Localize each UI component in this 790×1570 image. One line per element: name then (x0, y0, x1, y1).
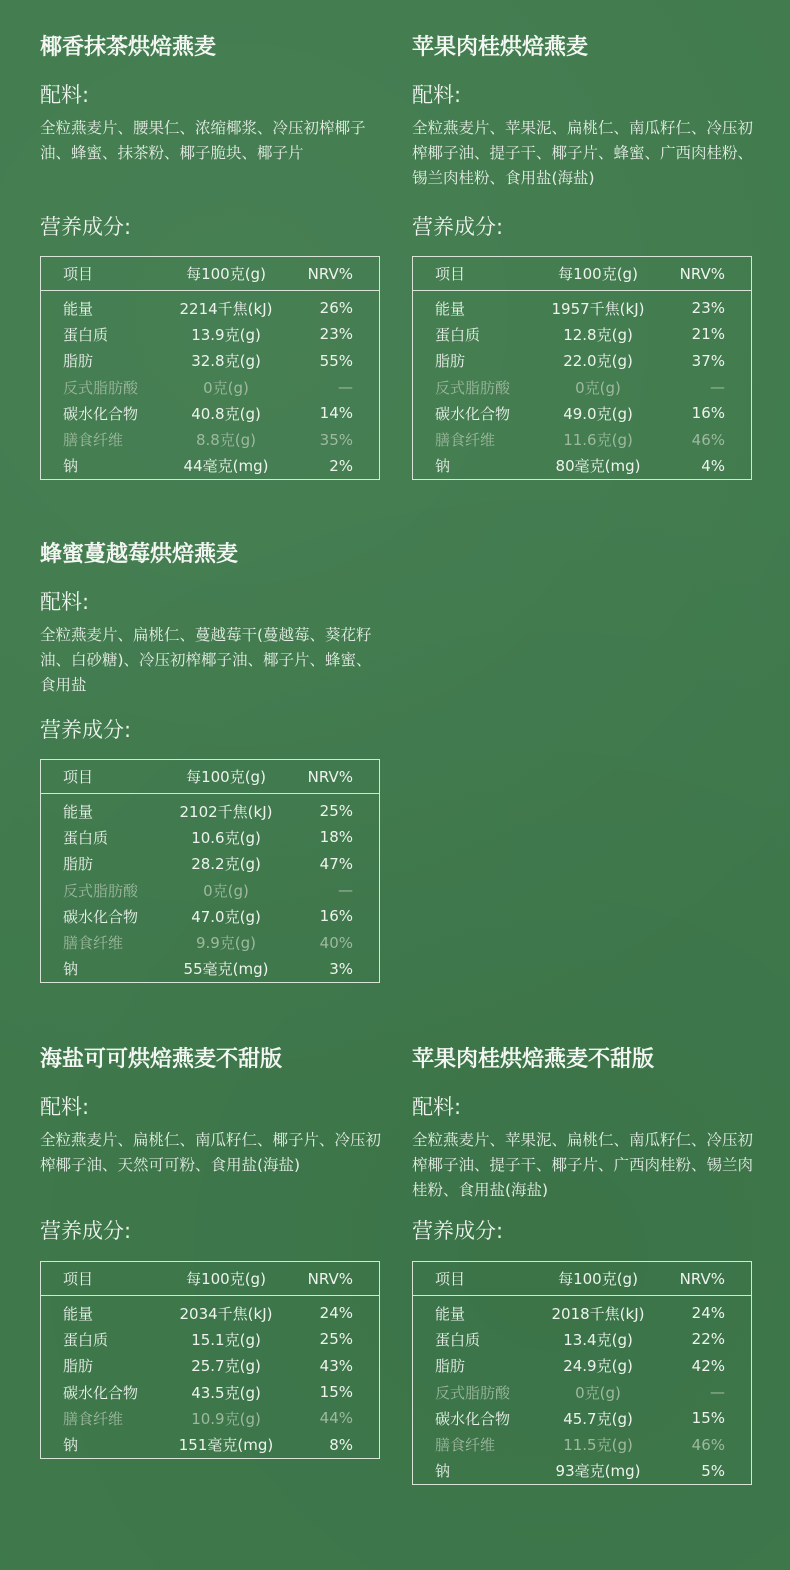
nutrient-name: 碳水化合物 (63, 907, 139, 926)
nutrient-value: 13.4克(g) (563, 1330, 633, 1349)
ingredients-label: 配料: (40, 1095, 90, 1119)
nutrient-name: 碳水化合物 (63, 404, 139, 423)
product-card (412, 1046, 754, 1481)
table-row (413, 295, 751, 321)
nutrient-value: 93毫克(mg) (555, 1462, 641, 1481)
product-card (412, 34, 754, 476)
nutrient-value: 0克(g) (575, 378, 621, 397)
nutrient-value: 47.0克(g) (191, 907, 261, 926)
table-row (41, 426, 379, 452)
nutrition-table (40, 759, 380, 983)
table-row (41, 903, 379, 929)
nutrient-nrv: 3% (329, 959, 353, 978)
ingredients-text: 全粒燕麦片、腰果仁、浓缩椰浆、冷压初榨椰子油、蜂蜜、抹茶粉、椰子脆块、椰子片 (40, 119, 366, 162)
nutrient-nrv: 46% (691, 430, 725, 449)
nutrient-name: 钠 (63, 960, 79, 979)
nutrient-name: 脂肪 (63, 352, 94, 371)
nutrient-name: 脂肪 (63, 855, 94, 874)
nutrient-name: 蛋白质 (63, 828, 109, 847)
nutrient-nrv: 2% (329, 456, 353, 475)
nutrient-value: 55毫克(mg) (183, 960, 269, 979)
nutrient-nrv: 21% (691, 325, 725, 344)
table-row (413, 348, 751, 374)
nutrient-nrv: 46% (691, 1435, 725, 1454)
table-row (41, 929, 379, 955)
nutrient-name: 能量 (63, 802, 94, 821)
header-nutrient: 项目 (435, 1270, 466, 1288)
nutrient-name: 蛋白质 (63, 325, 109, 344)
product-title: 椰香抹茶烘焙燕麦 (40, 35, 217, 60)
nutrient-value: 40.8克(g) (191, 404, 261, 423)
nutrient-value: 2102千焦(kJ) (179, 802, 273, 821)
product-card (40, 1046, 382, 1455)
nutrient-value: 28.2克(g) (191, 855, 261, 874)
nutrient-nrv: 24% (691, 1304, 725, 1323)
header-per100g: 每100克(g) (186, 768, 266, 786)
nutrient-nrv: 16% (691, 404, 725, 423)
nutrient-value: 25.7克(g) (191, 1357, 261, 1376)
nutrient-value: 2214千焦(kJ) (179, 299, 273, 318)
table-row (41, 851, 379, 877)
ingredients-text: 全粒燕麦片、苹果泥、扁桃仁、南瓜籽仁、冷压初榨椰子油、提子干、椰子片、蜂蜜、广西肉桂粉、锡兰肉桂粉、食用盐(海盐) (412, 119, 754, 187)
nutrient-value: 9.9克(g) (195, 934, 257, 953)
header-nutrient: 项目 (63, 768, 94, 786)
table-row (41, 1431, 379, 1457)
nutrient-nrv: — (710, 378, 725, 397)
nutrient-nrv: 15% (691, 1409, 725, 1428)
table-row (413, 1326, 751, 1352)
nutrient-name: 膳食纤维 (435, 1436, 496, 1455)
table-row (41, 1326, 379, 1352)
table-header (413, 257, 751, 291)
nutrient-value: 22.0克(g) (563, 352, 633, 371)
nutrient-name: 钠 (435, 457, 451, 476)
nutrition-table (40, 256, 380, 480)
table-row (413, 1431, 751, 1457)
nutrition-label: 营养成分: (40, 718, 132, 742)
nutrient-value: 49.0克(g) (563, 404, 633, 423)
header-nrv: NRV% (679, 264, 725, 283)
table-row (413, 374, 751, 400)
ingredients-label: 配料: (40, 83, 90, 107)
nutrient-name: 膳食纤维 (63, 431, 124, 450)
ingredients-text: 全粒燕麦片、苹果泥、扁桃仁、南瓜籽仁、冷压初榨椰子油、提子干、椰子片、广西肉桂粉、锡兰肉桂粉、食用盐(海盐) (412, 1131, 754, 1199)
table-row (413, 1353, 751, 1379)
nutrient-value: 1957千焦(kJ) (551, 299, 645, 318)
nutrient-nrv: 26% (319, 299, 353, 318)
nutrition-table (412, 256, 752, 480)
nutrient-name: 能量 (435, 1304, 466, 1323)
nutrient-nrv: 4% (701, 456, 725, 475)
nutrient-name: 能量 (435, 299, 466, 318)
nutrient-value: 15.1克(g) (191, 1330, 261, 1349)
table-row (413, 453, 751, 479)
nutrient-nrv: 18% (319, 828, 353, 847)
nutrient-nrv: 24% (319, 1304, 353, 1323)
nutrient-name: 膳食纤维 (435, 431, 496, 450)
nutrient-nrv: 14% (319, 404, 353, 423)
nutrition-label: 营养成分: (40, 215, 132, 239)
table-row (41, 348, 379, 374)
table-row (41, 798, 379, 824)
ingredients-text: 全粒燕麦片、扁桃仁、蔓越莓干(蔓越莓、葵花籽油、白砂糖)、冷压初榨椰子油、椰子片、蜂蜜、食用盐 (40, 626, 372, 694)
table-header (413, 1262, 751, 1296)
nutrient-name: 反式脂肪酸 (63, 378, 139, 397)
table-header (41, 1262, 379, 1296)
header-per100g: 每100克(g) (558, 1270, 638, 1288)
header-per100g: 每100克(g) (558, 265, 638, 283)
table-row (41, 374, 379, 400)
ingredients-label: 配料: (40, 590, 90, 614)
nutrient-name: 蛋白质 (63, 1330, 109, 1349)
product-card (40, 34, 382, 476)
nutrient-name: 钠 (63, 457, 79, 476)
nutrient-value: 11.5克(g) (563, 1436, 633, 1455)
header-nrv: NRV% (307, 1269, 353, 1288)
nutrition-label: 营养成分: (412, 1219, 504, 1243)
nutrient-nrv: 25% (319, 802, 353, 821)
table-row (41, 1405, 379, 1431)
ingredients-label: 配料: (412, 83, 462, 107)
nutrient-nrv: — (710, 1383, 725, 1402)
nutrient-nrv: 23% (319, 325, 353, 344)
nutrient-name: 膳食纤维 (63, 1409, 124, 1428)
table-row (41, 1353, 379, 1379)
nutrient-value: 0克(g) (203, 881, 249, 900)
nutrient-value: 8.8克(g) (195, 431, 257, 450)
header-nrv: NRV% (307, 264, 353, 283)
nutrient-nrv: 23% (691, 299, 725, 318)
nutrient-value: 13.9克(g) (191, 325, 261, 344)
nutrient-nrv: 5% (701, 1461, 725, 1480)
product-title: 苹果肉桂烘焙燕麦 (412, 35, 589, 60)
table-row (41, 295, 379, 321)
table-row (413, 321, 751, 347)
nutrient-name: 能量 (63, 299, 94, 318)
header-nrv: NRV% (307, 767, 353, 786)
nutrient-name: 能量 (63, 1304, 94, 1323)
table-row (41, 956, 379, 982)
table-row (413, 1379, 751, 1405)
nutrient-value: 0克(g) (203, 378, 249, 397)
product-title: 蜂蜜蔓越莓烘焙燕麦 (40, 542, 239, 567)
nutrient-nrv: 43% (319, 1356, 353, 1375)
nutrient-value: 32.8克(g) (191, 352, 261, 371)
table-row (41, 400, 379, 426)
nutrient-value: 45.7克(g) (563, 1409, 633, 1428)
product-title: 苹果肉桂烘焙燕麦不甜版 (412, 1047, 655, 1072)
nutrient-nrv: 55% (319, 351, 353, 370)
nutrient-name: 反式脂肪酸 (63, 881, 139, 900)
table-row (413, 400, 751, 426)
nutrient-nrv: 40% (319, 933, 353, 952)
nutrient-value: 80毫克(mg) (555, 457, 641, 476)
table-row (413, 1405, 751, 1431)
header-per100g: 每100克(g) (186, 1270, 266, 1288)
nutrient-name: 蛋白质 (435, 1330, 481, 1349)
nutrient-name: 钠 (63, 1436, 79, 1455)
nutrient-nrv: 22% (691, 1330, 725, 1349)
nutrient-nrv: 35% (319, 430, 353, 449)
table-row (41, 321, 379, 347)
nutrition-label: 营养成分: (412, 215, 504, 239)
table-row (413, 1458, 751, 1484)
nutrient-nrv: 16% (319, 907, 353, 926)
nutrient-value: 0克(g) (575, 1383, 621, 1402)
nutrient-name: 反式脂肪酸 (435, 1383, 511, 1402)
product-title: 海盐可可烘焙燕麦不甜版 (40, 1047, 283, 1072)
header-nutrient: 项目 (435, 265, 466, 283)
nutrient-name: 反式脂肪酸 (435, 378, 511, 397)
nutrient-nrv: 8% (329, 1435, 353, 1454)
nutrient-nrv: 25% (319, 1330, 353, 1349)
ingredients-label: 配料: (412, 1095, 462, 1119)
nutrient-name: 碳水化合物 (435, 404, 511, 423)
ingredients-text: 全粒燕麦片、扁桃仁、南瓜籽仁、椰子片、冷压初榨椰子油、天然可可粉、食用盐(海盐) (40, 1131, 382, 1174)
nutrient-nrv: — (338, 881, 353, 900)
nutrition-label: 营养成分: (40, 1219, 132, 1243)
nutrient-name: 脂肪 (435, 1357, 466, 1376)
nutrient-name: 脂肪 (435, 352, 466, 371)
product-card (40, 541, 382, 979)
nutrient-name: 膳食纤维 (63, 934, 124, 953)
nutrient-nrv: 42% (691, 1356, 725, 1375)
nutrient-value: 11.6克(g) (563, 431, 633, 450)
table-row (41, 1379, 379, 1405)
table-row (41, 824, 379, 850)
nutrient-nrv: 44% (319, 1409, 353, 1428)
header-per100g: 每100克(g) (186, 265, 266, 283)
nutrient-name: 碳水化合物 (63, 1383, 139, 1402)
nutrient-value: 44毫克(mg) (183, 457, 269, 476)
nutrient-value: 12.8克(g) (563, 325, 633, 344)
nutrient-nrv: 37% (691, 351, 725, 370)
table-header (41, 257, 379, 291)
table-row (413, 426, 751, 452)
nutrient-value: 2034千焦(kJ) (179, 1304, 273, 1323)
nutrient-value: 151毫克(mg) (178, 1436, 274, 1455)
nutrient-value: 10.6克(g) (191, 828, 261, 847)
nutrient-value: 43.5克(g) (191, 1383, 261, 1402)
nutrient-value: 2018千焦(kJ) (551, 1304, 645, 1323)
table-header (41, 760, 379, 794)
nutrient-name: 脂肪 (63, 1357, 94, 1376)
nutrition-table (40, 1261, 380, 1459)
nutrient-value: 24.9克(g) (563, 1357, 633, 1376)
nutrition-table (412, 1261, 752, 1485)
table-row (41, 877, 379, 903)
nutrient-nrv: — (338, 378, 353, 397)
header-nutrient: 项目 (63, 1270, 94, 1288)
table-row (41, 1300, 379, 1326)
nutrient-name: 钠 (435, 1462, 451, 1481)
nutrient-nrv: 47% (319, 854, 353, 873)
nutrient-value: 10.9克(g) (191, 1409, 261, 1428)
nutrient-name: 蛋白质 (435, 325, 481, 344)
nutrient-nrv: 15% (319, 1383, 353, 1402)
table-row (41, 453, 379, 479)
nutrient-name: 碳水化合物 (435, 1409, 511, 1428)
header-nutrient: 项目 (63, 265, 94, 283)
header-nrv: NRV% (679, 1269, 725, 1288)
table-row (413, 1300, 751, 1326)
